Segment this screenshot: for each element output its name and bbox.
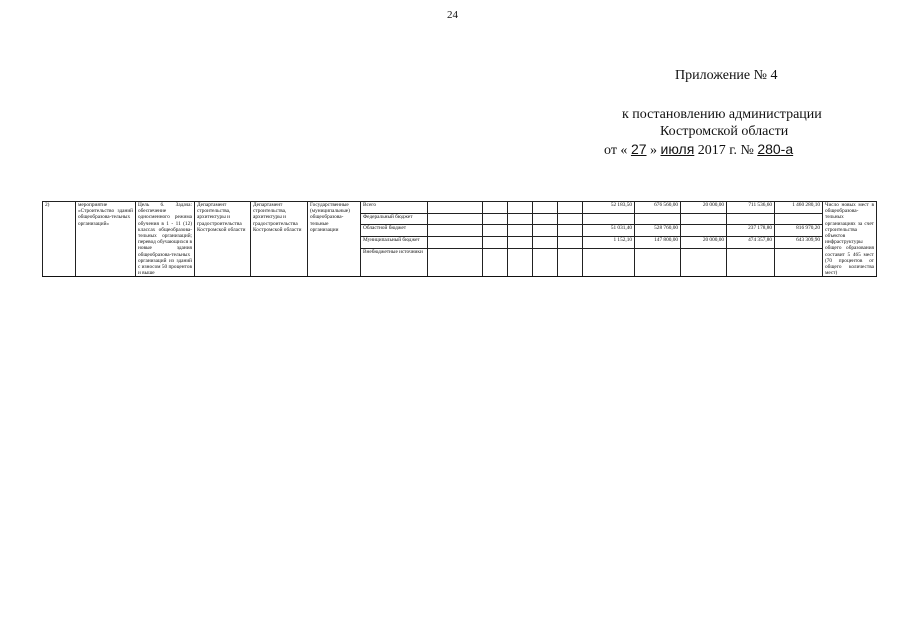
value-cell: 1 460 280,10	[775, 202, 823, 214]
program-table	[42, 201, 877, 277]
empty-cell	[483, 237, 508, 249]
empty-cell	[533, 213, 558, 225]
date-year: 2017 г. №	[697, 143, 754, 158]
value-cell	[583, 248, 635, 277]
empty-cell	[483, 248, 508, 277]
executor-cell: Департамент строительства, архитектуры и градостроительства Костромской области	[195, 202, 251, 277]
table-row	[43, 202, 877, 214]
empty-cell	[508, 237, 533, 249]
source-cell: Федеральный бюджет	[361, 213, 428, 225]
indicator-cell: Число новых мест в общеобразова-тельных организациях за счет строительства объектов инфраструктуры общего образования составит 5 465 мест (70 процентов от общего количества мест)	[823, 202, 877, 277]
empty-cell	[483, 213, 508, 225]
value-cell: 147 800,00	[635, 237, 681, 249]
empty-cell	[558, 248, 583, 277]
value-cell: 816 970,20	[775, 225, 823, 237]
empty-cell	[428, 237, 483, 249]
value-cell: 1 152,10	[583, 237, 635, 249]
decree-line-1: к постановлению администрации	[622, 107, 822, 122]
value-cell: 474 357,80	[727, 237, 775, 249]
decree-number: 280-а	[757, 141, 794, 157]
row-number-cell: 2)	[43, 202, 76, 277]
value-cell	[727, 248, 775, 277]
recipient-cell: Департамент строительства, архитектуры и градостроительства Костромской области	[251, 202, 308, 277]
empty-cell	[533, 202, 558, 214]
empty-cell	[558, 225, 583, 237]
value-cell: 51 031,40	[583, 225, 635, 237]
decree-date-line	[604, 141, 793, 159]
empty-cell	[428, 213, 483, 225]
empty-cell	[533, 225, 558, 237]
value-cell	[583, 213, 635, 225]
value-cell: 237 178,80	[727, 225, 775, 237]
empty-cell	[508, 248, 533, 277]
value-cell	[681, 213, 727, 225]
date-prefix: от «	[604, 143, 628, 158]
empty-cell	[428, 225, 483, 237]
empty-cell	[483, 202, 508, 214]
value-cell: 52 183,50	[583, 202, 635, 214]
value-cell	[635, 248, 681, 277]
value-cell: 528 760,00	[635, 225, 681, 237]
date-day: 27	[630, 141, 647, 157]
date-month: июля	[660, 141, 695, 157]
decree-line-2: Костромской области	[660, 124, 789, 139]
empty-cell	[483, 225, 508, 237]
empty-cell	[558, 237, 583, 249]
empty-cell	[533, 248, 558, 277]
empty-cell	[508, 202, 533, 214]
event-cell: мероприятие «Строительство зданий общеобразова-тельных организаций»	[76, 202, 136, 277]
empty-cell	[558, 213, 583, 225]
source-cell: Внебюджетные источники	[361, 248, 428, 277]
empty-cell	[508, 225, 533, 237]
source-cell: Муниципальный бюджет	[361, 237, 428, 249]
empty-cell	[533, 237, 558, 249]
empty-cell	[428, 248, 483, 277]
source-cell: Всего	[361, 202, 428, 214]
value-cell	[775, 213, 823, 225]
value-cell: 711 536,60	[727, 202, 775, 214]
source-cell: Областной бюджет	[361, 225, 428, 237]
value-cell: 20 000,00	[681, 202, 727, 214]
date-mid: »	[650, 143, 658, 158]
value-cell	[727, 213, 775, 225]
value-cell	[775, 248, 823, 277]
page-number: 24	[447, 9, 458, 21]
value-cell	[681, 248, 727, 277]
customer-cell: Государственные (муниципальные) общеобразова-тельные организации	[308, 202, 361, 277]
empty-cell	[428, 202, 483, 214]
value-cell: 643 309,90	[775, 237, 823, 249]
empty-cell	[558, 202, 583, 214]
empty-cell	[508, 213, 533, 225]
value-cell	[635, 213, 681, 225]
goal-cell: Цель 6. Задача: обеспечение односменного режима обучения в 1 - 11 (12) классах общеобразова-тельных организаций; перевод обучающихся в новые здания общеобразова-тельных организаций из зданий с износом 50 процентов и выше	[136, 202, 195, 277]
value-cell	[681, 225, 727, 237]
value-cell: 676 560,00	[635, 202, 681, 214]
value-cell: 20 000,00	[681, 237, 727, 249]
appendix-title: Приложение № 4	[675, 68, 778, 83]
